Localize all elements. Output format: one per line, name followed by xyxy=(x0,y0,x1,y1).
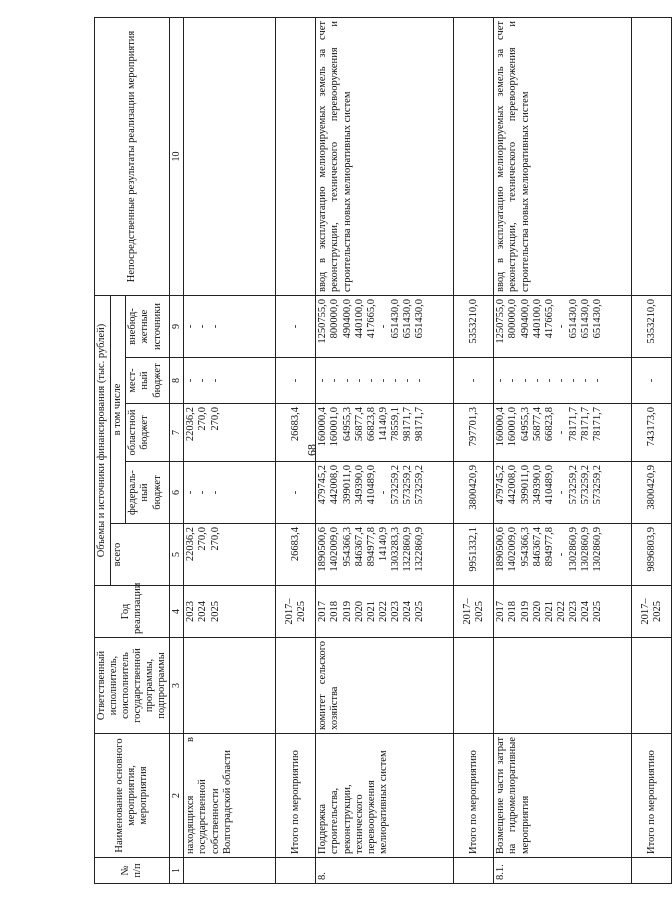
years-cell: 2023 2024 2025 xyxy=(184,586,276,638)
total-regional: 797701,3 xyxy=(454,404,494,462)
responsible: комитет сельского хозяйства xyxy=(316,638,454,734)
federal-cell: 479745,2 442008,0 399011,0 349390,0 410489,0 - 573259,2 573259,2 573259,2 xyxy=(316,462,454,524)
table-row xyxy=(494,18,632,884)
column-number: 10 xyxy=(170,18,184,296)
header-total: всего xyxy=(111,524,170,586)
result-cell: ввод в эксплуатацию мелиорируемых земель за счет реконструкции, технического перевооружения и строительства новых мелиоративных систем xyxy=(494,18,632,296)
total-row xyxy=(276,18,316,884)
total-local: - xyxy=(276,358,316,404)
extrabudget-cell: 1250755,0 800000,0 490400,0 440100,0 417665,0 - 651430,0 651430,0 651430,0 xyxy=(316,296,454,358)
total-cell: 1890500,6 1402009,0 954366,3 846367,4 894977,8 - 1302860,9 1302860,9 1302860,9 xyxy=(494,524,632,586)
measure-name: Возмещение части затрат на гидромелиоративные мероприятия xyxy=(494,734,632,858)
measure-name: Поддержка строительства, реконструкции, технического перевооружения мелиоративных систем xyxy=(316,734,454,858)
total-label: Итого по мероприятию xyxy=(276,734,316,858)
header-local: мест-ный бюджет xyxy=(126,358,170,404)
header-extrabudget: внебюд-жетные источники xyxy=(126,296,170,358)
header-responsible: Ответственный исполнитель, соисполнитель государственной программы, подпрограммы xyxy=(95,638,170,734)
total-row xyxy=(454,18,494,884)
measure-name: находящихся в государственной собственности Волгоградской области xyxy=(184,734,276,858)
total-row xyxy=(632,18,672,884)
total-extrabudget: - xyxy=(276,296,316,358)
total-federal: 3800420,9 xyxy=(454,462,494,524)
extrabudget-cell: 1250755,0 800000,0 490400,0 440100,0 417665,0 - 651430,0 651430,0 651430,0 xyxy=(494,296,632,358)
column-number: 1 xyxy=(170,858,184,884)
total-label: Итого по мероприятию xyxy=(454,734,494,858)
total-sum: 26683,4 xyxy=(276,524,316,586)
row-number: 8. xyxy=(316,858,454,884)
total-cell: 22036,2 270,0 270,0 xyxy=(184,524,276,586)
regional-cell: 160000,4 160001,0 64955,3 56877,4 66823,8 - 78171,7 78171,7 78171,7 xyxy=(494,404,632,462)
table-row xyxy=(184,18,276,884)
column-number: 9 xyxy=(170,296,184,358)
federal-cell: 479745,2 442008,0 399011,0 349390,0 410489,0 - 573259,2 573259,2 573259,2 xyxy=(494,462,632,524)
federal-cell: - - - xyxy=(184,462,276,524)
regional-cell: 160000,4 160001,0 64955,3 56877,4 66823,8 14140,9 78559,1 98171,7 98171,7 xyxy=(316,404,454,462)
funding-table xyxy=(94,17,672,884)
column-number: 6 xyxy=(170,462,184,524)
header-regional: областной бюджет xyxy=(126,404,170,462)
header-including: в том числе xyxy=(111,296,126,524)
total-years: 2017–2025 xyxy=(276,586,316,638)
column-number: 3 xyxy=(170,638,184,734)
total-local: - xyxy=(454,358,494,404)
header-year: Год реализации xyxy=(95,586,170,638)
total-label: Итого по мероприятию xyxy=(632,734,672,858)
local-cell: - - - - - - - - - xyxy=(494,358,632,404)
header-federal: федераль-ный бюджет xyxy=(126,462,170,524)
total-cell: 1890500,6 1402009,0 954366,3 846367,4 894977,8 14140,9 1303283,3 1322860,9 1322860,9 xyxy=(316,524,454,586)
regional-cell: 22036,2 270,0 270,0 xyxy=(184,404,276,462)
result-cell: ввод в эксплуатацию мелиорируемых земель за счет реконструкции, технического перевооружения и строительства новых мелиоративных систем xyxy=(316,18,454,296)
local-cell: - - - xyxy=(184,358,276,404)
total-sum: 9896803,9 xyxy=(632,524,672,586)
header-name: Наименование основного мероприятия, мероприятия xyxy=(95,734,170,858)
total-federal: 3800420,9 xyxy=(632,462,672,524)
column-number: 8 xyxy=(170,358,184,404)
total-federal: - xyxy=(276,462,316,524)
row-number: 8.1. xyxy=(494,858,632,884)
column-number: 7 xyxy=(170,404,184,462)
responsible xyxy=(494,638,632,734)
years-cell: 2017 2018 2019 2020 2021 2022 2023 2024 2025 xyxy=(316,586,454,638)
total-sum: 9951332,1 xyxy=(454,524,494,586)
header-funding: Объемы и источники финансирования (тыс. рублей) xyxy=(95,296,111,586)
total-local: - xyxy=(632,358,672,404)
total-years: 2017–2025 xyxy=(454,586,494,638)
table-row xyxy=(316,18,454,884)
years-cell: 2017 2018 2019 2020 2021 2022 2023 2024 2025 xyxy=(494,586,632,638)
header-result: Непосредственные результаты реализации мероприятия xyxy=(95,18,170,296)
page-number: 68 xyxy=(304,444,319,456)
extrabudget-cell: - - - xyxy=(184,296,276,358)
column-numbers-row xyxy=(170,18,184,884)
column-number: 4 xyxy=(170,586,184,638)
total-years: 2017–2025 xyxy=(632,586,672,638)
column-number: 2 xyxy=(170,734,184,858)
total-regional: 26683,4 xyxy=(276,404,316,462)
header-no: № п/п xyxy=(95,858,170,884)
rotated-page xyxy=(94,18,663,884)
total-extrabudget: 5353210,0 xyxy=(632,296,672,358)
column-number: 5 xyxy=(170,524,184,586)
total-extrabudget: 5353210,0 xyxy=(454,296,494,358)
total-regional: 743173,0 xyxy=(632,404,672,462)
local-cell: - - - - - - - - - xyxy=(316,358,454,404)
